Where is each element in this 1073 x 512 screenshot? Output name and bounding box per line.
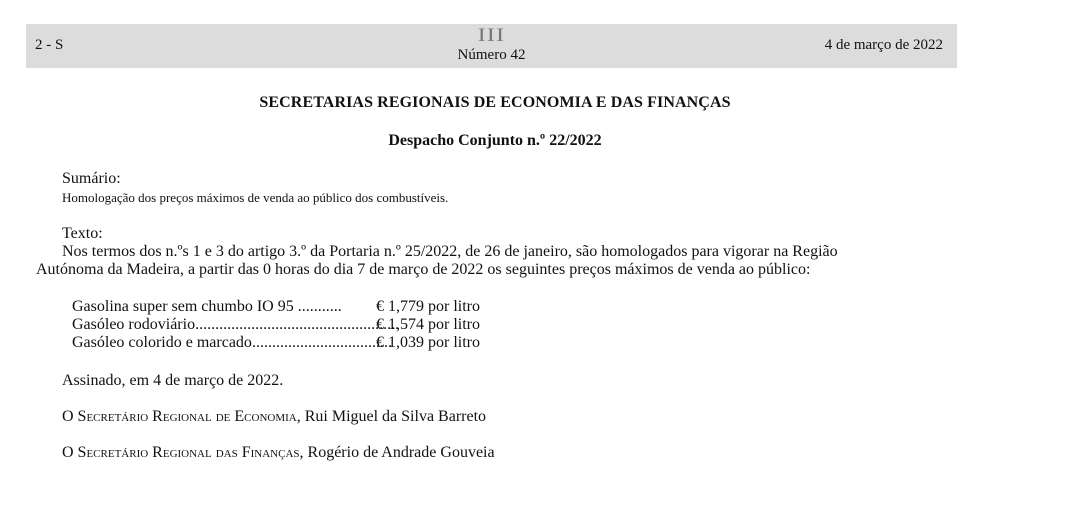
fuel-name-leader: Gasóleo rodoviário...................................................	[72, 316, 400, 333]
fuel-name-leader: Gasóleo colorido e marcado...................................	[72, 334, 392, 351]
signatory-title: O Secretário Regional de Economia,	[62, 408, 301, 425]
signatory-title: O Secretário Regional das Finanças,	[62, 444, 304, 461]
series-roman-numeral: III	[477, 25, 506, 46]
paragraph-line-1: Nos termos dos n.ºs 1 e 3 do artigo 3.º da Portaria n.º 25/2022, de 26 de janeiro, são homologados para vigorar na Região	[62, 243, 838, 260]
summary-label: Sumário:	[62, 170, 121, 187]
series-block	[26, 26, 957, 64]
fuel-price: € 1,779 por litro	[376, 298, 480, 315]
page-reference: 2 - S	[35, 37, 64, 53]
signatory-line	[62, 408, 486, 426]
fuel-price: € 1,574 por litro	[376, 316, 480, 333]
fuel-price-row	[72, 298, 480, 316]
header-date: 4 de março de 2022	[824, 37, 943, 53]
signatory-name: Rui Miguel da Silva Barreto	[304, 408, 487, 425]
issue-number: Número 42	[457, 47, 526, 63]
fuel-price: € 1,039 por litro	[376, 334, 480, 351]
fuel-name: Gasolina super sem chumbo IO 95	[72, 298, 294, 315]
fuel-price-row	[72, 316, 480, 334]
paragraph-line-2: Autónoma da Madeira, a partir das 0 horas do dia 7 de março de 2022 os seguintes preços máximos de venda ao público:	[36, 261, 811, 278]
summary-text: Homologação dos preços máximos de venda ao público dos combustíveis.	[62, 190, 449, 205]
signed-line: Assinado, em 4 de março de 2022.	[62, 372, 284, 389]
dispatch-title: Despacho Conjunto n.º 22/2022	[388, 132, 602, 149]
signatory-name: Rogério de Andrade Gouveia	[307, 444, 495, 461]
page-header	[26, 24, 957, 68]
text-label: Texto:	[62, 225, 103, 242]
fuel-name: Gasóleo colorido e marcado	[72, 334, 252, 351]
fuel-name: Gasóleo rodoviário	[72, 316, 196, 333]
section-title: SECRETARIAS REGIONAIS DE ECONOMIA E DAS FINANÇAS	[259, 94, 731, 111]
fuel-name-leader: Gasolina super sem chumbo IO 95 ...........	[72, 298, 342, 315]
fuel-price-row	[72, 334, 480, 352]
signatory-line	[62, 444, 495, 462]
